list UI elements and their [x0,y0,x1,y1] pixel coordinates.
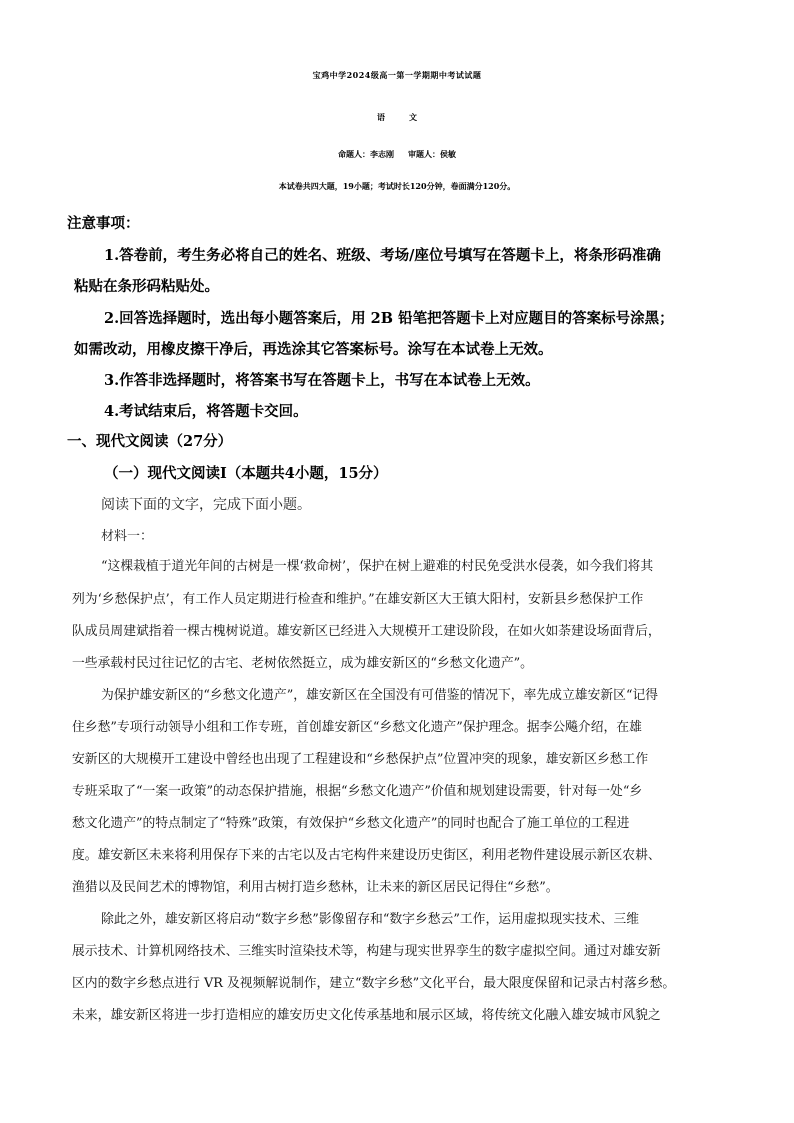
notice-rule-1: 1.答卷前，考生务必将自己的姓名、班级、考场/座位号填写在答题卡上，将条形码准确 [104,247,661,264]
material-line: “这棵栽植于道光年间的古树是一棵‘救命树’，保护在树上避难的村民免受洪水侵袭，如今我们将其 [101,559,654,574]
material-line: 住乡愁”专项行动领导小组和工作专班，首创雄安新区“乡愁文化遗产”保护理念。据李公飚介绍，在雄 [72,720,642,735]
material-line: 愁文化遗产”的特点制定了“特殊”政策，有效保护“乡愁文化遗产”的同时也配合了施工单位的工程进 [72,816,630,831]
material-line: 专班采取了“一案一政策”的动态保护措施，根据“乡愁文化遗产”价值和规划建设需要，针对每一处“乡 [72,784,643,799]
notice-rule-2: 2.回答选择题时，选出每小题答案后，用 2B 铅笔把答题卡上对应题目的答案标号涂黑； [104,310,674,327]
subject-title: 语文 [377,112,441,122]
material-line: 一些承载村民过往记忆的古宅、老树依然挺立，成为雄安新区的“乡愁文化遗产”。 [72,656,533,671]
notice-rule-3: 3.作答非选择题时，将答案书写在答题卡上，书写在本试卷上无效。 [104,372,540,389]
reviewer-name: 审题人：侯敏 [408,149,456,159]
material-line: 列为‘乡愁保护点’，有工作人员定期进行检查和维护。”在雄安新区大王镇大阳村，安新县乡愁保护工作 [72,592,644,607]
section-heading: 一、现代文阅读（27分） [67,433,233,450]
notice-rule-1-cont: 粘贴在条形码粘贴处。 [74,278,219,295]
setter-name: 命题人：李志刚 [338,149,394,159]
material-line: 除此之外，雄安新区将启动“数字乡愁”影像留存和“数字乡愁云”工作，运用虚拟现实技术、三维 [101,912,640,927]
subsection-heading: （一）现代文阅读Ⅰ（本题共4小题，15分） [104,465,388,482]
material-line: 渔猎以及民间艺术的博物馆，利用古树打造乡愁林，让未来的新区居民记得住“乡愁”。 [72,880,559,895]
exam-info: 本试卷共四大题，19小题；考试时长120分钟，卷面满分120分。 [278,181,516,191]
notice-rule-2-cont: 如需改动，用橡皮擦干净后，再选涂其它答案标号。涂写在本试卷上无效。 [74,341,553,358]
exam-title: 宝鸡中学2024级高一第一学期期中考试试题 [312,70,482,80]
reading-instruction: 阅读下面的文字，完成下面小题。 [101,497,311,513]
material-line: 区内的数字乡愁点进行 VR 及视频解说制作，建立“数字乡愁”文化平台，最大限度保留和记录古村落乡愁。 [72,976,676,991]
material-line: 展示技术、计算机网络技术、三维实时渲染技术等，构建与现实世界孪生的数字虚拟空间。通过对雄安新 [72,944,661,959]
material-line: 安新区的大规模开工建设中曾经也出现了工程建设和“乡愁保护点”位置冲突的现象，雄安新区乡愁工作 [72,752,649,767]
notice-heading: 注意事项： [67,215,140,232]
notice-rule-4: 4.考试结束后，将答题卡交回。 [104,403,308,420]
material-label: 材料一： [101,529,154,544]
authors-line [0,149,794,160]
material-line: 队成员周建斌指着一棵古槐树说道。雄安新区已经进入大规模开工建设阶段，在如火如荼建设场面背后， [72,624,661,639]
material-line: 度。雄安新区未来将利用保存下来的古宅以及古宅构件来建设历史街区，利用老物件建设展示新区农耕、 [72,848,661,863]
material-line: 未来，雄安新区将进一步打造相应的雄安历史文化传承基地和展示区域，将传统文化融入雄安城市风貌之 [72,1008,661,1023]
material-line: 为保护雄安新区的“乡愁文化遗产”，雄安新区在全国没有可借鉴的情况下，率先成立雄安新区“记得 [101,688,659,703]
